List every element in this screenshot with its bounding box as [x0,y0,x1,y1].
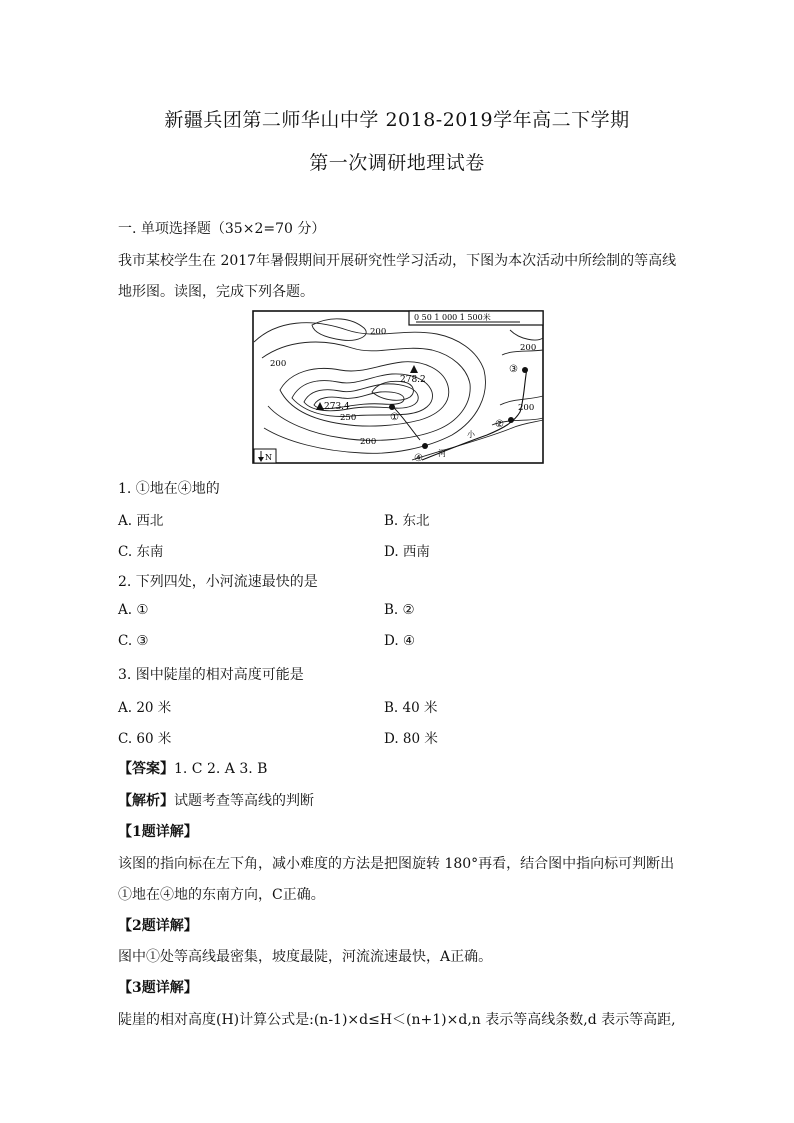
analysis-row [118,790,314,810]
contour-label: 200 [520,343,537,353]
detail-1-line1: 该图的指向标在左下角，减小难度的方法是把图旋转 180°再看，结合图中指向标可判断出 [118,856,675,872]
point-1-marker: ① [390,412,399,423]
detail-2-line1: 图中①处等高线最密集，坡度最陡，河流流速最快，A正确。 [118,949,493,965]
river-glyph: 小 [467,430,475,439]
question-1-option-d: D. 西南 [384,544,430,560]
detail-3-line1: 陡崖的相对高度(H)计算公式是:(n-1)×d≤H＜(n+1)×d,n 表示等高线条数,d 表示等高距, [118,1012,676,1028]
question-2-option-d: D. ④ [384,633,416,649]
answer-label: 【答案】 [118,761,174,777]
question-1-stem: 1. ①地在④地的 [118,481,220,497]
question-3-option-a: A. 20 米 [118,700,172,716]
point-2-marker: ② [495,419,504,430]
question-1-option-a: A. 西北 [118,513,164,529]
question-1-option-c: C. 东南 [118,544,164,560]
intro-line2: 地形图。读图，完成下列各题。 [118,284,314,300]
contour-label: 250 [340,413,357,423]
detail-1-label: 【1题详解】 [118,824,198,840]
question-3-option-b: B. 40 米 [384,700,438,716]
contour-map-figure [252,310,544,464]
detail-2-label: 【2题详解】 [118,918,198,934]
point-4-marker: ④ [414,453,423,464]
answer-text: 1. C 2. A 3. B [174,761,268,777]
point-3-marker: ③ [509,364,518,375]
river-glyph: 河 [438,449,446,458]
north-label: N [265,453,272,462]
contour-label: 200 [518,403,535,413]
analysis-label: 【解析】 [118,793,174,809]
question-3-option-c: C. 60 米 [118,731,172,747]
analysis-text: 试题考查等高线的判断 [174,793,314,809]
intro-line1: 我市某校学生在 2017年暑假期间开展研究性学习活动，下图为本次活动中所绘制的等高线 [118,253,677,269]
question-3-option-d: D. 80 米 [384,731,438,747]
detail-1-line2: ①地在④地的东南方向，C正确。 [118,887,325,903]
exam-title-line1: 新疆兵团第二师华山中学 2018-2019学年高二下学期 [164,109,630,131]
peak-elevation-2: 273.4 [324,402,350,412]
peak-elevation-1: 278.2 [400,375,426,385]
contour-label: 200 [270,359,287,369]
detail-3-label: 【3题详解】 [118,980,198,996]
contour-label: 200 [360,437,377,447]
exam-title-line2: 第一次调研地理试卷 [309,152,485,174]
question-2-option-b: B. ② [384,602,415,618]
question-3-stem: 3. 图中陡崖的相对高度可能是 [118,667,304,683]
question-2-option-a: A. ① [118,602,149,618]
contour-label: 200 [370,327,387,337]
answer-row [118,758,267,778]
question-2-option-c: C. ③ [118,633,149,649]
question-1-option-b: B. 东北 [384,513,430,529]
scale-bar-label: 0 50 1 000 1 500米 [414,313,491,322]
question-2-stem: 2. 下列四处，小河流速最快的是 [118,574,318,590]
section-heading: 一. 单项选择题（35×2=70 分） [118,221,326,237]
